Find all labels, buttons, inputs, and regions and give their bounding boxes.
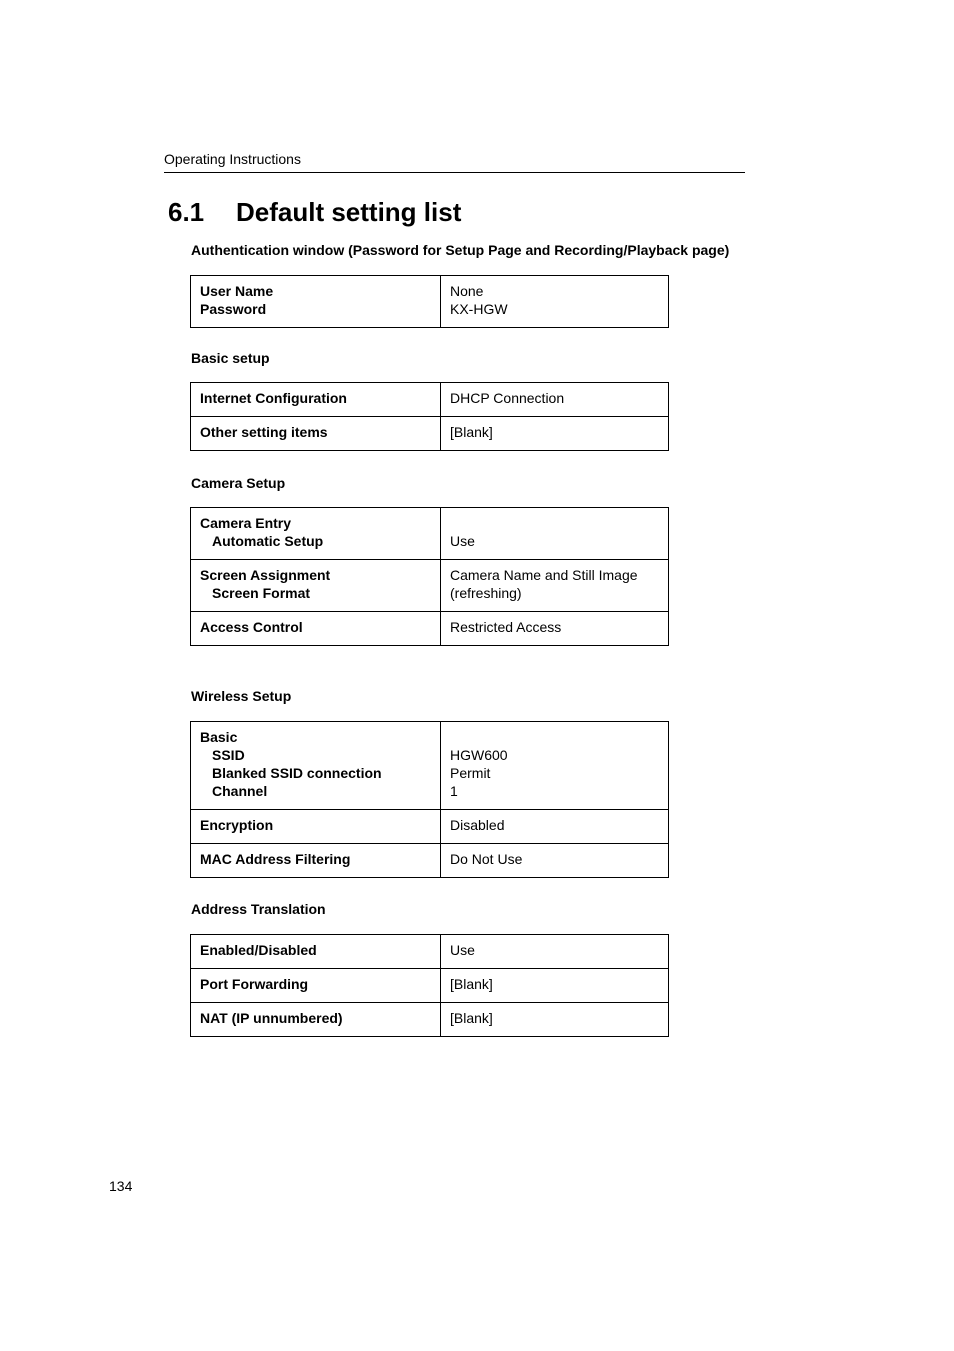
setting-name: SSID [212,747,245,763]
default-value-cell [441,560,669,612]
setting-name: User Name [200,283,274,299]
section-label: Camera Setup [191,475,286,491]
table-row [191,612,669,646]
default-value-cell [441,417,669,451]
default-value-cell [441,844,669,878]
default-value: Do Not Use [450,851,523,867]
setting-name-cell [191,276,441,328]
setting-name-cell [191,969,441,1003]
default-value: (refreshing) [450,585,522,601]
section-label: Address Translation [191,901,326,917]
default-value: None [450,283,484,299]
section-label: Wireless Setup [191,688,292,704]
settings-table [190,934,669,1037]
default-value-cell [441,1003,669,1037]
setting-name: Encryption [200,817,274,833]
table-row [191,722,669,810]
setting-name-cell [191,844,441,878]
setting-name: Blanked SSID connection [212,765,382,781]
setting-name: NAT (IP unnumbered) [200,1010,343,1026]
page-number: 134 [109,1178,133,1194]
setting-name: Password [200,301,267,317]
page-title [168,196,461,228]
setting-name: Automatic Setup [212,533,324,549]
settings-table [190,275,669,328]
setting-name: Other setting items [200,424,328,440]
default-value: Use [450,533,475,549]
default-value: KX-HGW [450,301,508,317]
section-label: Basic setup [191,350,270,366]
table-row [191,417,669,451]
default-value: [Blank] [450,976,493,992]
settings-table [190,507,669,646]
default-value: Use [450,942,475,958]
default-value-cell [441,810,669,844]
default-value: 1 [450,783,458,799]
setting-name-cell [191,935,441,969]
default-value-cell [441,383,669,417]
section-number: 6.1 [168,197,205,227]
table-row [191,276,669,328]
default-value: Restricted Access [450,619,562,635]
setting-name: Enabled/Disabled [200,942,317,958]
table-row [191,560,669,612]
default-value-cell [441,612,669,646]
default-value-cell [441,722,669,810]
default-value-cell [441,935,669,969]
running-header: Operating Instructions [164,150,745,173]
setting-name: Screen Assignment [200,567,331,583]
setting-name: Camera Entry [200,515,292,531]
default-value: Permit [450,765,491,781]
default-value: Disabled [450,817,505,833]
setting-name-cell [191,417,441,451]
setting-name-cell [191,722,441,810]
table-row [191,508,669,560]
section-title: Default setting list [236,197,462,227]
default-value: HGW600 [450,747,508,763]
setting-name: Internet Configuration [200,390,347,406]
setting-name: Access Control [200,619,303,635]
setting-name-cell [191,612,441,646]
table-row [191,1003,669,1037]
settings-table [190,382,669,451]
default-value-cell [441,969,669,1003]
setting-name: Basic [200,729,238,745]
setting-name: Channel [212,783,268,799]
default-value-cell [441,276,669,328]
settings-table [190,721,669,878]
table-row [191,935,669,969]
setting-name-cell [191,1003,441,1037]
setting-name-cell [191,560,441,612]
setting-name: Screen Format [212,585,311,601]
setting-name-cell [191,810,441,844]
default-value: Camera Name and Still Image [450,567,638,583]
setting-name: Port Forwarding [200,976,309,992]
table-row [191,810,669,844]
default-value: DHCP Connection [450,390,565,406]
setting-name: MAC Address Filtering [200,851,351,867]
default-value-cell [441,508,669,560]
setting-name-cell [191,508,441,560]
section-label: Authentication window (Password for Setup Page and Recording/Playback page) [191,242,730,258]
table-row [191,844,669,878]
default-value: [Blank] [450,1010,493,1026]
default-value: [Blank] [450,424,493,440]
table-row [191,969,669,1003]
setting-name-cell [191,383,441,417]
table-row [191,383,669,417]
